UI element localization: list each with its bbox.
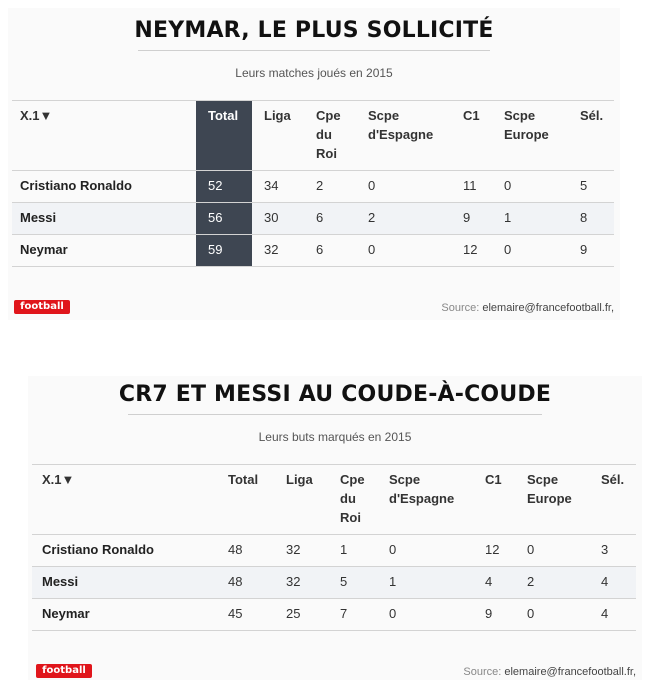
table-cell: 11 xyxy=(463,178,477,193)
column-header-line: X.1▼ xyxy=(42,472,75,487)
column-header-line: Total xyxy=(208,108,239,123)
france-football-logo: football xyxy=(36,664,92,678)
column-header xyxy=(463,106,480,125)
table-panel-matches xyxy=(8,8,620,320)
table-cell: 48 xyxy=(228,542,243,557)
table-cell: 9 xyxy=(485,606,493,621)
row-label: Messi xyxy=(42,574,79,589)
table-cell: 8 xyxy=(580,210,588,225)
row-band xyxy=(32,566,636,598)
column-header xyxy=(601,470,624,489)
row-band xyxy=(12,202,614,234)
table-cell: 0 xyxy=(389,606,397,621)
chart-title: CR7 ET MESSI AU COUDE-À-COUDE xyxy=(118,382,552,407)
column-header-line: Europe xyxy=(504,127,549,142)
column-header-line: Roi xyxy=(340,510,361,525)
column-header-line: du xyxy=(316,127,332,142)
table-cell: 2 xyxy=(368,210,376,225)
table-cell: 0 xyxy=(389,542,397,557)
source-note xyxy=(441,302,614,314)
column-header-line: Liga xyxy=(286,472,313,487)
table-cell: 5 xyxy=(340,574,348,589)
row-label: Cristiano Ronaldo xyxy=(42,542,154,557)
column-header xyxy=(485,470,502,489)
table-rule xyxy=(12,170,614,171)
column-header-line: d'Espagne xyxy=(389,491,455,506)
column-header-line: Scpe xyxy=(527,472,559,487)
column-header-line: C1 xyxy=(463,108,480,123)
table-rule xyxy=(32,630,636,631)
table-cell: 12 xyxy=(463,242,478,257)
table-cell: 59 xyxy=(208,242,223,257)
table-cell: 1 xyxy=(389,574,397,589)
chart-subtitle: Leurs matches joués en 2015 xyxy=(235,66,393,80)
column-header-line: Cpe xyxy=(340,472,365,487)
source-label: Source: xyxy=(463,666,502,678)
table-rule xyxy=(12,202,614,203)
table-cell: 12 xyxy=(485,542,500,557)
table-cell: 52 xyxy=(208,178,223,193)
france-football-logo: football xyxy=(14,300,70,314)
column-header xyxy=(340,470,365,527)
table-cell: 3 xyxy=(601,542,609,557)
column-header-line: du xyxy=(340,491,356,506)
table-cell: 0 xyxy=(527,606,535,621)
table-cell: 4 xyxy=(601,574,609,589)
column-header xyxy=(20,106,52,125)
row-label: Cristiano Ronaldo xyxy=(20,178,132,193)
data-table xyxy=(28,376,642,680)
column-header xyxy=(504,106,549,144)
table-rule xyxy=(12,100,614,101)
row-label: Neymar xyxy=(42,606,90,621)
table-rule xyxy=(32,598,636,599)
column-header xyxy=(42,470,74,489)
column-header-line: Cpe xyxy=(316,108,341,123)
table-cell: 1 xyxy=(504,210,512,225)
table-rule xyxy=(12,234,614,235)
column-header-line: Sél. xyxy=(601,472,625,487)
column-header xyxy=(368,106,433,144)
source-note xyxy=(463,666,636,678)
table-cell: 32 xyxy=(264,242,279,257)
table-cell: 4 xyxy=(601,606,609,621)
table-rule xyxy=(32,464,636,465)
column-header-line: C1 xyxy=(485,472,502,487)
table-cell: 45 xyxy=(228,606,243,621)
column-header-line: Sél. xyxy=(580,108,604,123)
table-rule xyxy=(32,566,636,567)
table-cell: 1 xyxy=(340,542,348,557)
table-cell: 0 xyxy=(504,242,512,257)
column-header-line: Scpe xyxy=(504,108,536,123)
table-cell: 34 xyxy=(264,178,279,193)
table-cell: 30 xyxy=(264,210,279,225)
table-cell: 0 xyxy=(527,542,535,557)
column-header-line: d'Espagne xyxy=(368,127,434,142)
column-header xyxy=(580,106,603,125)
table-cell: 5 xyxy=(580,178,588,193)
column-header-line: Scpe xyxy=(389,472,421,487)
table-cell: 7 xyxy=(340,606,348,621)
source-email: elemaire@francefootball.fr, xyxy=(482,302,614,314)
table-cell: 0 xyxy=(368,242,376,257)
source-label: Source: xyxy=(441,302,480,314)
chart-subtitle: Leurs buts marqués en 2015 xyxy=(258,430,412,444)
column-header xyxy=(286,470,313,489)
table-cell: 6 xyxy=(316,210,324,225)
chart-title: NEYMAR, LE PLUS SOLLICITÉ xyxy=(134,18,494,43)
table-cell: 25 xyxy=(286,606,301,621)
table-cell: 32 xyxy=(286,542,301,557)
column-header xyxy=(264,106,291,125)
column-header-line: Scpe xyxy=(368,108,400,123)
column-header-line: Roi xyxy=(316,146,337,161)
column-header xyxy=(208,106,238,125)
source-email: elemaire@francefootball.fr, xyxy=(504,666,636,678)
table-cell: 0 xyxy=(504,178,512,193)
table-cell: 32 xyxy=(286,574,301,589)
column-header xyxy=(228,470,258,489)
table-cell: 9 xyxy=(463,210,471,225)
column-header xyxy=(527,470,572,508)
column-header xyxy=(389,470,454,508)
column-header-line: Total xyxy=(228,472,259,487)
table-cell: 0 xyxy=(368,178,376,193)
column-header-line: X.1▼ xyxy=(20,108,53,123)
column-header-line: Europe xyxy=(527,491,572,506)
table-cell: 9 xyxy=(580,242,588,257)
row-label: Neymar xyxy=(20,242,68,257)
table-cell: 48 xyxy=(228,574,243,589)
row-label: Messi xyxy=(20,210,57,225)
table-cell: 4 xyxy=(485,574,493,589)
table-cell: 2 xyxy=(316,178,324,193)
table-rule xyxy=(32,534,636,535)
column-header xyxy=(316,106,341,163)
table-rule xyxy=(12,266,614,267)
table-panel-goals xyxy=(28,376,642,680)
table-cell: 6 xyxy=(316,242,324,257)
data-table xyxy=(8,8,620,320)
table-cell: 2 xyxy=(527,574,535,589)
column-header-line: Liga xyxy=(264,108,291,123)
table-cell: 56 xyxy=(208,210,223,225)
